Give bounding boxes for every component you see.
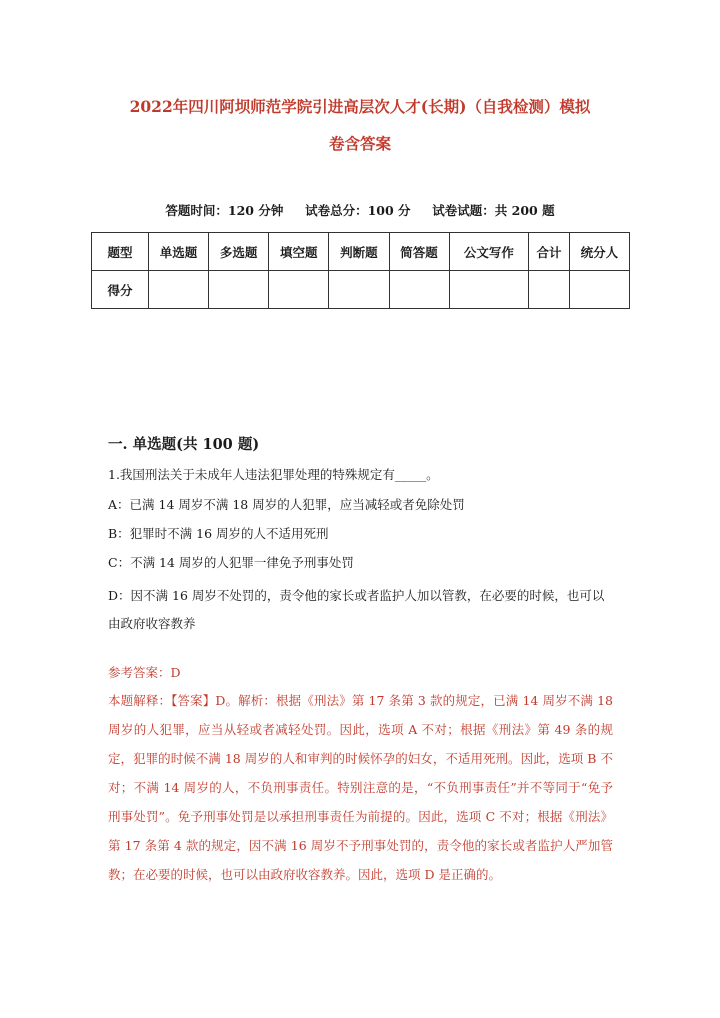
score-header-type: 题型 xyxy=(92,233,149,271)
score-cell-scorer xyxy=(569,271,629,309)
answer-explanation: 本题解释：【答案】D。解析：根据《刑法》第 17 条第 3 款的规定，已满 14 周岁不满 18 周岁的人犯罪，应当从轻或者减轻处罚。因此，选项 A 不对；根据《刑法》第 49 条的规定，犯罪的时候不满 18 周岁的人和审判的时候怀孕的妇女，不适用死刑。因此，选项 B 不对；不满 14 周岁的人，不负刑事责任。特别注意的是，“不负刑事责任”并不等同于“免予刑事处罚”。免予刑事处罚是以承担刑事责任为前提的。因此，选项 C 不对；根据《刑法》第 17 条第 4 款的规定，因不满 16 周岁不予刑事处罚的，责令他的家长或者监护人严加管教；在必要的时候，也可以由政府收容教养。因此，选项 D 是正确的。 xyxy=(108,693,613,882)
score-header-short: 简答题 xyxy=(389,233,449,271)
score-header-multiple: 多选题 xyxy=(209,233,269,271)
score-cell-multiple xyxy=(209,271,269,309)
score-cell-fill xyxy=(269,271,329,309)
score-header-single: 单选题 xyxy=(149,233,209,271)
score-table-score-row xyxy=(92,271,630,309)
exam-title-line2: 卷含答案 xyxy=(328,134,391,153)
question-stem: 1.我国刑法关于未成年人违法犯罪处理的特殊规定有_____。 xyxy=(108,467,439,482)
score-cell-total xyxy=(529,271,570,309)
score-header-judge: 判断题 xyxy=(329,233,389,271)
exam-meta-info: 答题时间：120 分钟 试卷总分：100 分 试卷试题：共 200 题 xyxy=(165,203,555,218)
score-cell-official-writing xyxy=(449,271,529,309)
option-a: A：已满 14 周岁不满 18 周岁的人犯罪，应当减轻或者免除处罚 xyxy=(108,497,465,512)
score-table-header-row xyxy=(92,233,630,271)
option-d: D：因不满 16 周岁不处罚的，责令他的家长或者监护人加以管教，在必要的时候，也可以由政府收容教养 xyxy=(108,588,605,631)
option-c: C：不满 14 周岁的人犯罪一律免予刑事处罚 xyxy=(108,555,354,570)
score-row-label: 得分 xyxy=(92,271,149,309)
section-heading: 一. 单选题(共 100 题) xyxy=(108,436,260,453)
score-header-fill: 填空题 xyxy=(269,233,329,271)
score-header-official-writing: 公文写作 xyxy=(449,233,529,271)
score-header-scorer: 统分人 xyxy=(569,233,629,271)
option-b: B：犯罪时不满 16 周岁的人不适用死刑 xyxy=(108,526,329,541)
score-header-total: 合计 xyxy=(529,233,570,271)
score-cell-short xyxy=(389,271,449,309)
score-cell-single xyxy=(149,271,209,309)
reference-answer: 参考答案：D xyxy=(108,665,181,680)
exam-title-line1: 2022年四川阿坝师范学院引进高层次人才(长期)（自我检测）模拟 xyxy=(129,97,591,116)
score-cell-judge xyxy=(329,271,389,309)
score-table xyxy=(91,232,630,309)
